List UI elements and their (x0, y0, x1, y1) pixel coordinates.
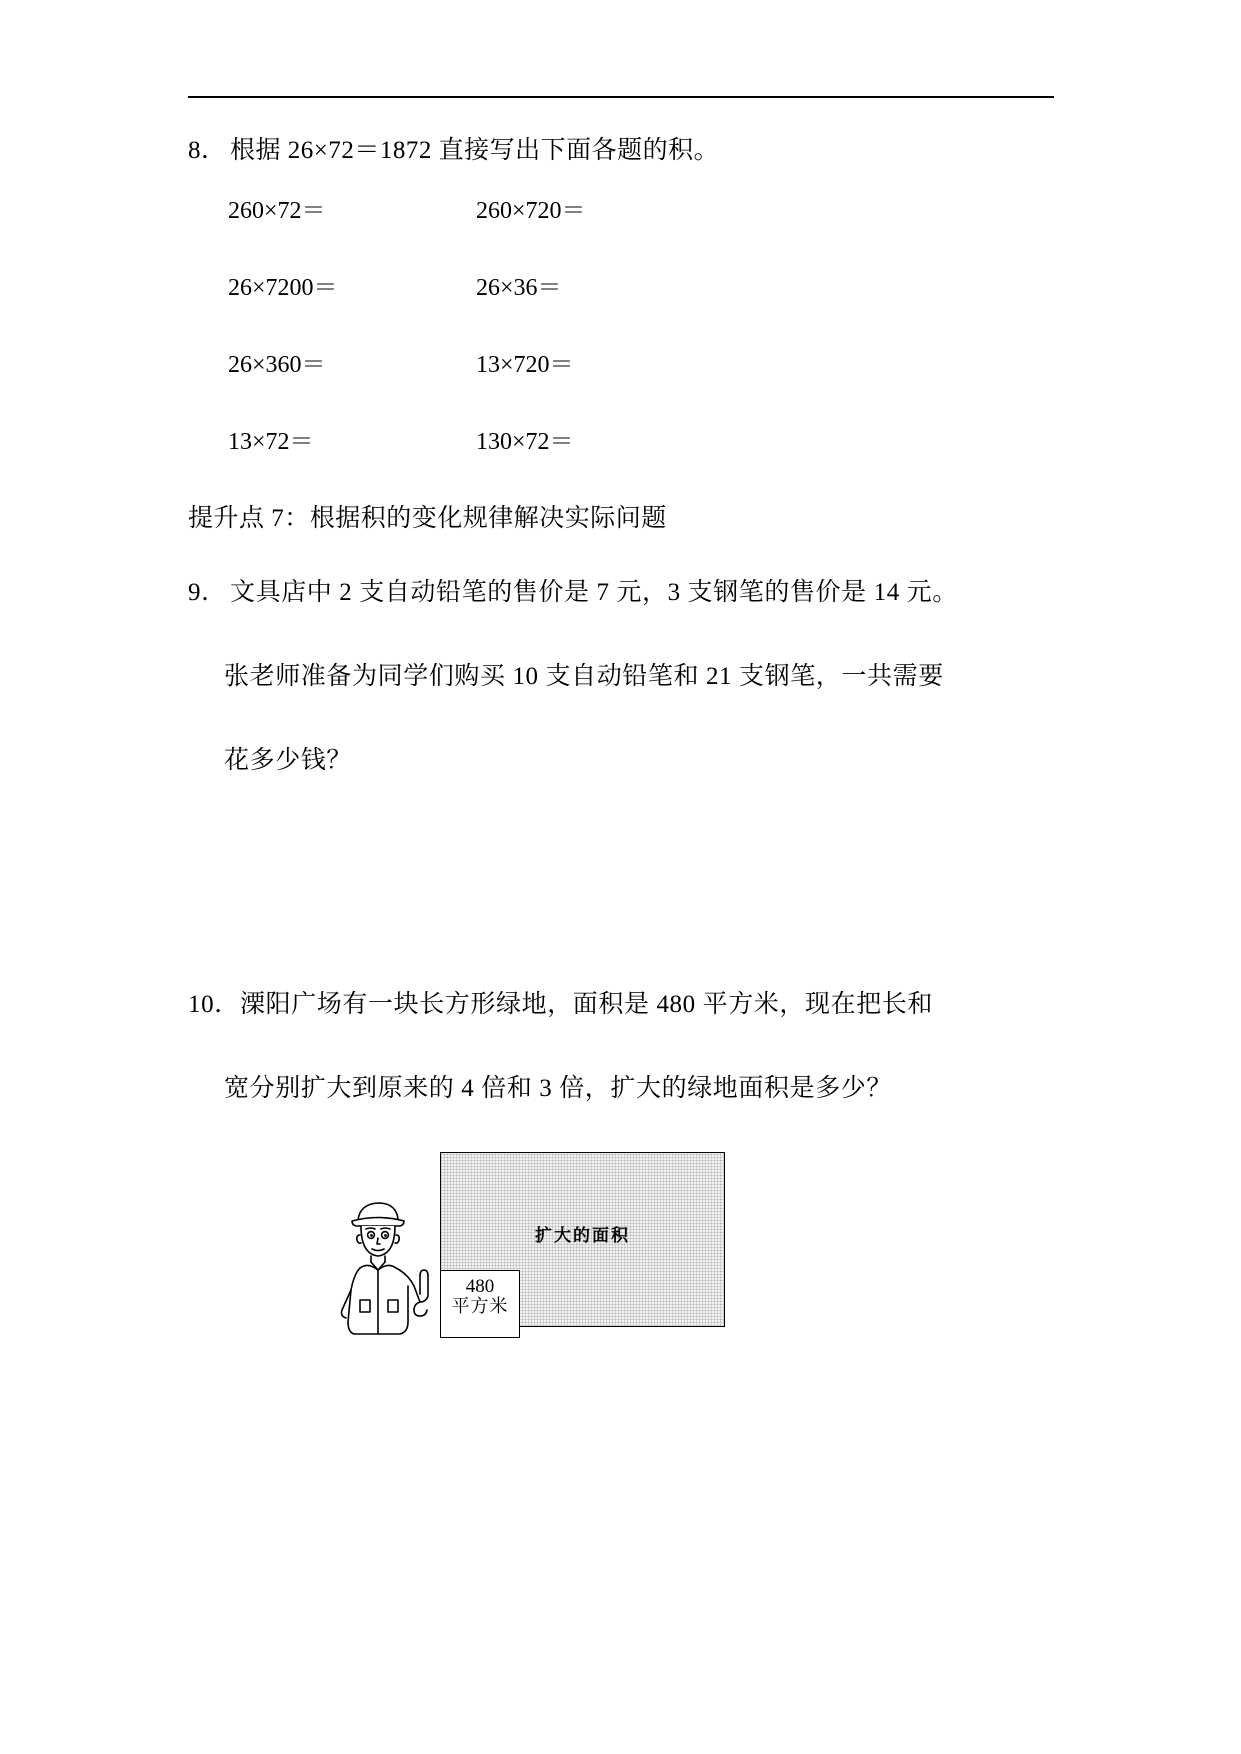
problem-10-text-1: 溧阳广场有一块长方形绿地，面积是 480 平方米，现在把长和 (240, 990, 934, 1018)
header-rule (188, 96, 1054, 98)
person-illustration-icon (330, 1190, 442, 1340)
problem-10-line-1 (188, 984, 1068, 1020)
original-area-unit: 平方米 (451, 1296, 509, 1317)
expression-cell: 26×360＝ (228, 351, 326, 378)
problem-8-stem (188, 132, 1068, 170)
expression-row (188, 421, 1068, 456)
expression-cell: 260×720＝ (476, 197, 586, 224)
expanded-area-label: 扩大的面积 (535, 1225, 630, 1245)
problem-9-answer-space (188, 824, 1068, 974)
expression-row (188, 344, 1068, 379)
problem-9-line-3: 花多少钱？ (224, 746, 353, 774)
expression-row (188, 267, 1068, 302)
expression-row (188, 190, 1068, 225)
expression-cell: 13×720＝ (476, 351, 574, 378)
problem-9-line-2: 张老师准备为同学们购买 10 支自动铅笔和 21 支钢笔，一共需要 (224, 662, 944, 690)
problem-9-number: 9． (188, 578, 227, 606)
page-content (188, 132, 1068, 1362)
expression-cell: 130×72＝ (476, 428, 574, 455)
problem-8-expressions (188, 190, 1068, 456)
problem-9 (188, 572, 1068, 974)
problem-10-number: 10． (188, 990, 240, 1018)
original-area-value: 480 (465, 1275, 495, 1297)
problem-10-figure (318, 1152, 738, 1362)
expression-cell: 13×72＝ (228, 428, 314, 455)
problem-8-number: 8． (188, 137, 227, 164)
expression-cell: 26×7200＝ (228, 274, 338, 301)
problem-10-line-2: 宽分别扩大到原来的 4 倍和 3 倍，扩大的绿地面积是多少？ (224, 1074, 893, 1102)
original-area-rectangle (440, 1270, 520, 1338)
expression-cell: 26×36＝ (476, 274, 562, 301)
problem-9-line-1 (188, 572, 1068, 608)
problem-10 (188, 984, 1068, 1362)
problem-8-text: 根据 26×72＝1872 直接写出下面各题的积。 (230, 137, 720, 164)
section-heading: 提升点 7：根据积的变化规律解决实际问题 (188, 504, 667, 532)
problem-9-text-1: 文具店中 2 支自动铅笔的售价是 7 元，3 支钢笔的售价是 14 元。 (230, 578, 958, 606)
problem-8 (188, 132, 1068, 456)
expression-cell: 260×72＝ (228, 197, 326, 224)
